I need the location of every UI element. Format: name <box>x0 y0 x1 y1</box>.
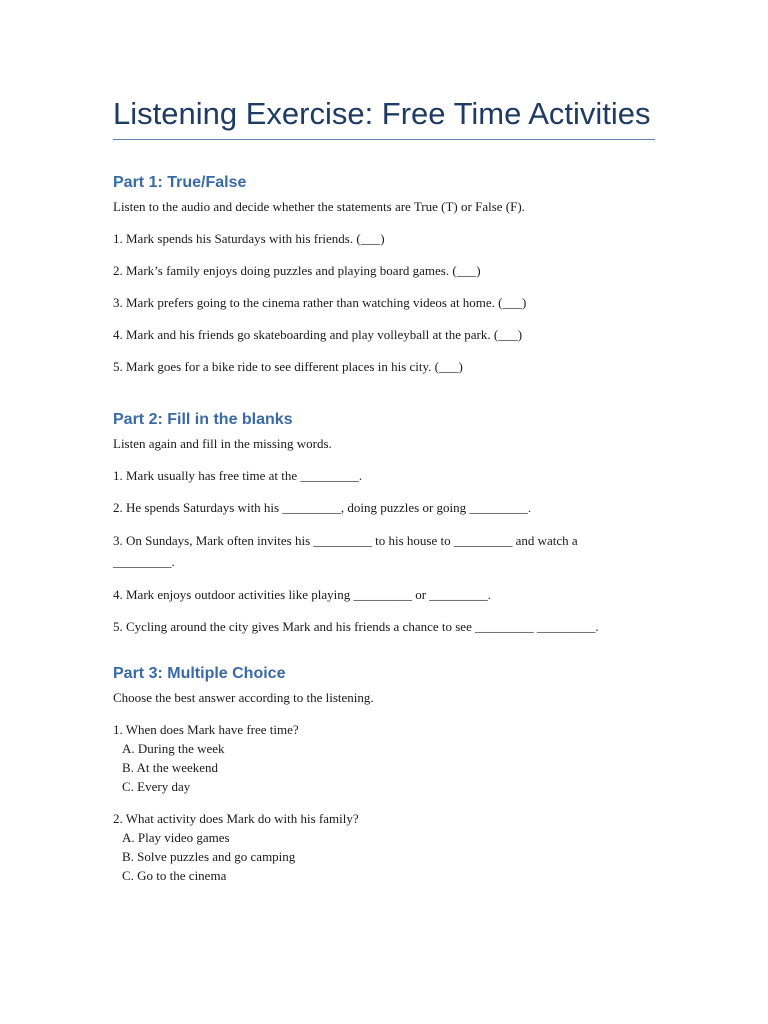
part1-item-1: 1. Mark spends his Saturdays with his friends. (___) <box>113 231 385 246</box>
part2-item-5: 5. Cycling around the city gives Mark and his friends a chance to see _________ _________. <box>113 619 599 634</box>
mc-question-2-option-c: C. Go to the cinema <box>122 868 227 883</box>
part1-item-3: 3. Mark prefers going to the cinema rather than watching videos at home. (___) <box>113 295 527 310</box>
mc-question-1-option-b: B. At the weekend <box>122 760 219 775</box>
part1-heading: Part 1: True/False <box>113 174 247 191</box>
page-title: Listening Exercise: Free Time Activities <box>113 96 651 131</box>
part1-section <box>113 173 655 376</box>
title-divider <box>113 139 655 140</box>
part2-section <box>113 410 655 636</box>
part2-item-1: 1. Mark usually has free time at the _________. <box>113 468 363 483</box>
part1-item-2: 2. Mark’s family enjoys doing puzzles and playing board games. (___) <box>113 263 481 278</box>
part3-instructions: Choose the best answer according to the listening. <box>113 690 374 705</box>
mc-question-1-option-a: A. During the week <box>122 741 225 756</box>
mc-question-1-option-c: C. Every day <box>122 779 191 794</box>
part1-item-5: 5. Mark goes for a bike ride to see different places in his city. (___) <box>113 359 463 374</box>
mc-question-2-text: 2. What activity does Mark do with his family? <box>113 811 359 826</box>
part1-instructions: Listen to the audio and decide whether the statements are True (T) or False (F). <box>113 199 525 214</box>
part2-item-3: 3. On Sundays, Mark often invites his _________ to his house to _________ and watch a _________. <box>113 533 578 569</box>
part2-item-2: 2. He spends Saturdays with his _________, doing puzzles or going _________. <box>113 500 532 515</box>
mc-question-2-option-b: B. Solve puzzles and go camping <box>122 849 296 864</box>
part3-section <box>113 664 655 885</box>
mc-question-2 <box>113 809 655 885</box>
mc-question-2-option-a: A. Play video games <box>122 830 230 845</box>
part2-item-4: 4. Mark enjoys outdoor activities like playing _________ or _________. <box>113 587 492 602</box>
part2-instructions: Listen again and fill in the missing words. <box>113 436 332 451</box>
part2-heading: Part 2: Fill in the blanks <box>113 411 293 428</box>
part1-item-4: 4. Mark and his friends go skateboarding and play volleyball at the park. (___) <box>113 327 523 342</box>
part3-heading: Part 3: Multiple Choice <box>113 665 286 682</box>
mc-question-1 <box>113 720 655 796</box>
mc-question-1-text: 1. When does Mark have free time? <box>113 722 299 737</box>
